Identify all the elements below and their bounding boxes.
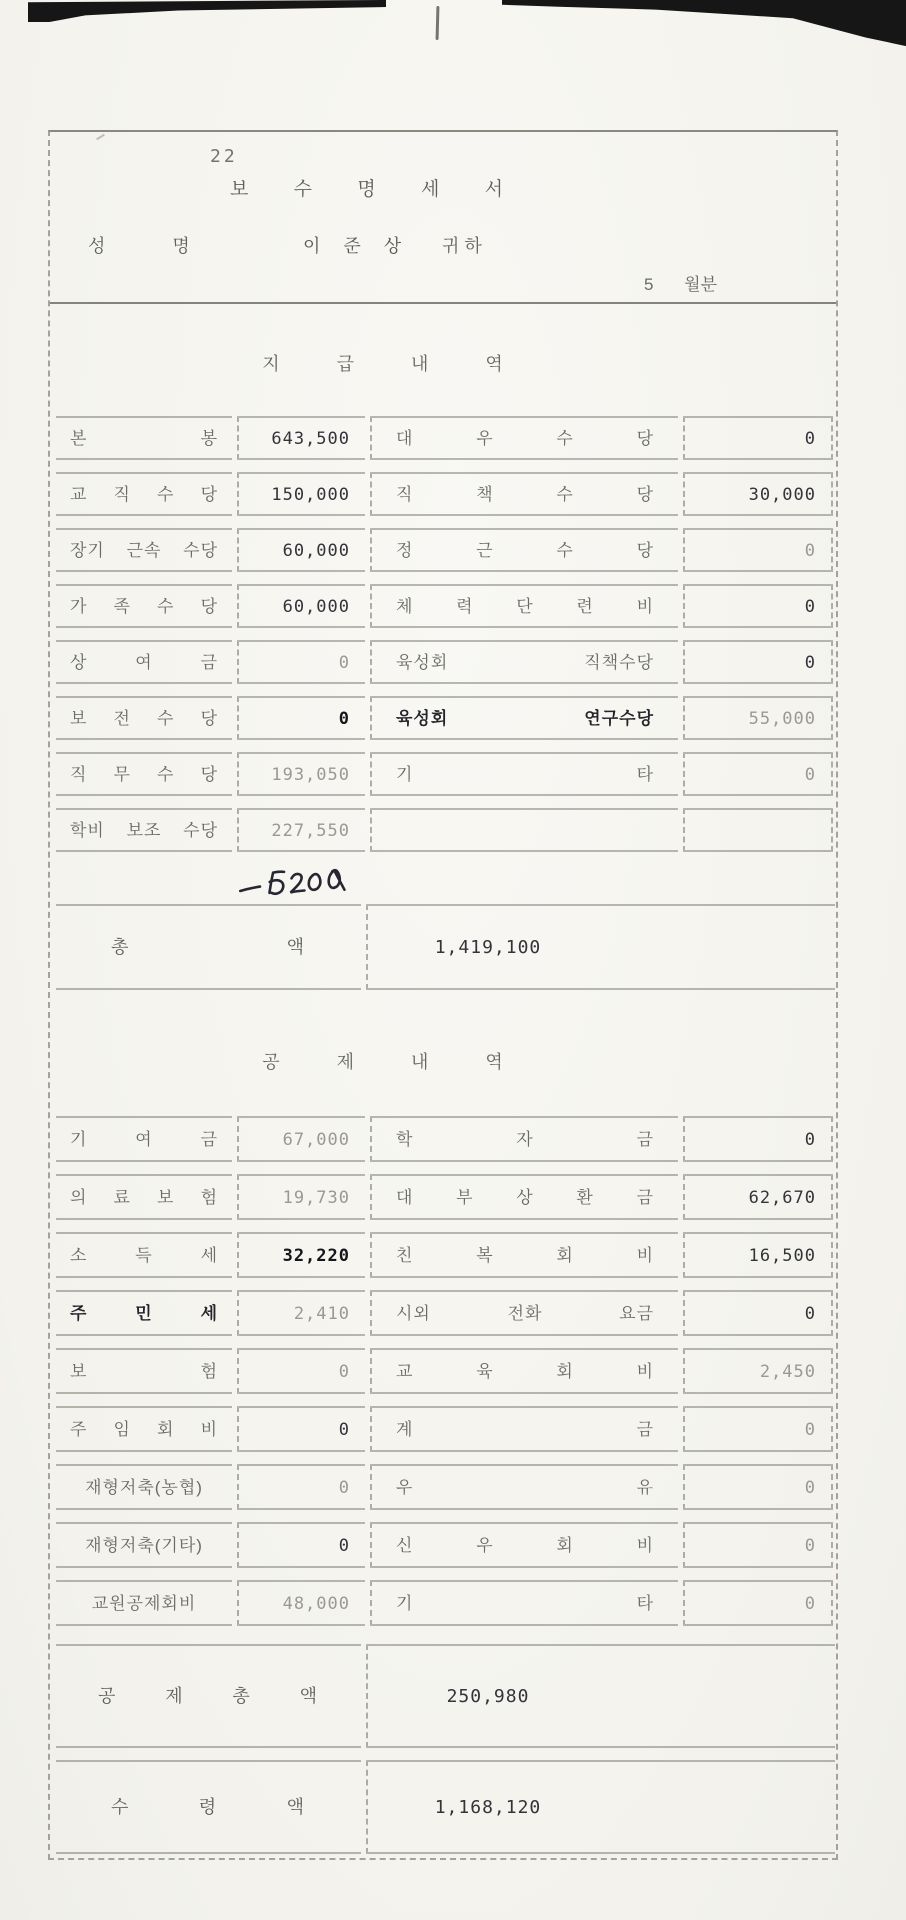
deduction-item-label: 재형저축(기타)	[56, 1522, 232, 1568]
scan-artifact-top-right	[502, 0, 906, 48]
deduction-item-amount: 0	[683, 1464, 833, 1510]
deduction-item-amount: 0	[683, 1290, 833, 1336]
deduction-row	[56, 1174, 835, 1220]
deduction-item-label: 시외 전화 요금	[370, 1290, 678, 1336]
payslip-document	[48, 130, 838, 1860]
deduction-item-label: 소 득 세	[56, 1232, 232, 1278]
deduction-row	[56, 1232, 835, 1278]
payment-item-amount: 0	[683, 640, 833, 684]
deduction-item-amount: 19,730	[237, 1174, 365, 1220]
deduction-item-label: 학 자 금	[370, 1116, 678, 1162]
payment-row	[56, 808, 835, 852]
deduction-item-label: 보 험	[56, 1348, 232, 1394]
payment-row	[56, 752, 835, 796]
deduction-row	[56, 1464, 835, 1510]
deduction-item-amount: 0	[237, 1348, 365, 1394]
deduction-item-label: 신 우 회 비	[370, 1522, 678, 1568]
deduction-row	[56, 1522, 835, 1568]
payment-item-amount	[683, 808, 833, 852]
payment-item-label: 대 우 수 당	[370, 416, 678, 460]
deduction-item-amount: 67,000	[237, 1116, 365, 1162]
payment-row	[56, 584, 835, 628]
payment-item-label	[370, 808, 678, 852]
payment-total-value: 1,419,100	[434, 936, 542, 958]
payment-item-amount: 0	[683, 416, 833, 460]
payment-item-label: 기 타	[370, 752, 678, 796]
deduction-item-label: 기 여 금	[56, 1116, 232, 1162]
deduction-item-amount: 32,220	[237, 1232, 365, 1278]
deduction-row	[56, 1290, 835, 1336]
payment-total-row	[56, 904, 835, 990]
payment-item-label: 직 무 수 당	[56, 752, 232, 796]
payment-item-amount: 227,550	[237, 808, 365, 852]
name-label: 성 명	[88, 236, 190, 256]
net-pay-label: 수 령 액	[56, 1760, 361, 1854]
employee-name: 이 준 상	[303, 236, 405, 256]
deduction-item-amount: 0	[683, 1116, 833, 1162]
payment-item-label: 학비 보조 수당	[56, 808, 232, 852]
payment-total-label: 총 액	[56, 904, 361, 990]
net-pay-cell	[366, 1760, 835, 1854]
deduction-row	[56, 1116, 835, 1162]
payment-section-heading: 지 급 내 역	[262, 354, 510, 374]
deduction-item-amount: 2,450	[683, 1348, 833, 1394]
payment-item-amount: 0	[683, 528, 833, 572]
deduction-total-cell	[366, 1644, 835, 1748]
net-pay-value: 1,168,120	[434, 1796, 542, 1818]
deduction-item-label: 의 료 보 험	[56, 1174, 232, 1220]
payment-item-label: 본 봉	[56, 416, 232, 460]
payment-item-label: 가 족 수 당	[56, 584, 232, 628]
payment-item-amount: 150,000	[237, 472, 365, 516]
header-divider	[50, 302, 836, 304]
payment-item-label: 육성회 직책수당	[370, 640, 678, 684]
deduction-item-label: 우 유	[370, 1464, 678, 1510]
payment-item-label: 상 여 금	[56, 640, 232, 684]
deduction-item-label: 기 타	[370, 1580, 678, 1626]
deduction-item-amount: 0	[683, 1522, 833, 1568]
deduction-row	[56, 1406, 835, 1452]
deduction-total-value: 250,980	[446, 1685, 530, 1707]
deduction-total-row	[56, 1644, 835, 1748]
payment-item-amount: 0	[237, 640, 365, 684]
deduction-row	[56, 1348, 835, 1394]
payment-item-amount: 55,000	[683, 696, 833, 740]
payment-item-amount: 643,500	[237, 416, 365, 460]
deduction-item-amount: 0	[683, 1580, 833, 1626]
deduction-item-amount: 0	[237, 1464, 365, 1510]
payment-item-label: 장기 근속 수당	[56, 528, 232, 572]
payment-row	[56, 640, 835, 684]
page-number: 22	[210, 146, 238, 167]
payment-item-label: 보 전 수 당	[56, 696, 232, 740]
deduction-item-amount: 48,000	[237, 1580, 365, 1626]
deduction-table	[56, 1116, 835, 1638]
payment-total-cell	[366, 904, 835, 990]
payment-row	[56, 416, 835, 460]
payment-table	[56, 416, 835, 864]
deduction-item-label: 계 금	[370, 1406, 678, 1452]
handwritten-note	[235, 861, 359, 909]
payment-item-amount: 30,000	[683, 472, 833, 516]
pay-month: 5 월분	[644, 275, 718, 294]
deduction-item-label: 대 부 상 환 금	[370, 1174, 678, 1220]
deduction-item-amount: 0	[683, 1406, 833, 1452]
deduction-row	[56, 1580, 835, 1626]
scan-artifact-pen-tick	[436, 6, 440, 40]
deduction-item-label: 주 민 세	[56, 1290, 232, 1336]
payment-item-label: 정 근 수 당	[370, 528, 678, 572]
deduction-item-label: 재형저축(농협)	[56, 1464, 232, 1510]
payment-item-label: 체 력 단 련 비	[370, 584, 678, 628]
deduction-item-amount: 62,670	[683, 1174, 833, 1220]
scan-artifact-top-left	[28, 0, 386, 22]
deduction-item-label: 친 복 회 비	[370, 1232, 678, 1278]
deduction-item-label: 교 육 회 비	[370, 1348, 678, 1394]
payment-row	[56, 696, 835, 740]
payment-item-amount: 0	[683, 584, 833, 628]
payment-item-amount: 60,000	[237, 528, 365, 572]
deduction-section-heading: 공 제 내 역	[262, 1052, 510, 1072]
deduction-item-amount: 0	[237, 1522, 365, 1568]
payment-item-label: 육성회 연구수당	[370, 696, 678, 740]
payment-item-label: 직 책 수 당	[370, 472, 678, 516]
payment-row	[56, 528, 835, 572]
deduction-item-amount: 0	[237, 1406, 365, 1452]
payment-row	[56, 472, 835, 516]
deduction-item-label: 교원공제회비	[56, 1580, 232, 1626]
deduction-item-amount: 16,500	[683, 1232, 833, 1278]
payment-item-amount: 60,000	[237, 584, 365, 628]
payment-item-amount: 193,050	[237, 752, 365, 796]
net-pay-row	[56, 1760, 835, 1854]
deduction-item-label: 주 임 회 비	[56, 1406, 232, 1452]
deduction-total-label: 공 제 총 액	[56, 1644, 361, 1748]
payment-item-amount: 0	[237, 696, 365, 740]
payment-item-label: 교 직 수 당	[56, 472, 232, 516]
deduction-item-amount: 2,410	[237, 1290, 365, 1336]
honorific-label: 귀하	[442, 236, 487, 256]
payslip-title: 보 수 명 세 서	[230, 179, 510, 200]
payment-item-amount: 0	[683, 752, 833, 796]
